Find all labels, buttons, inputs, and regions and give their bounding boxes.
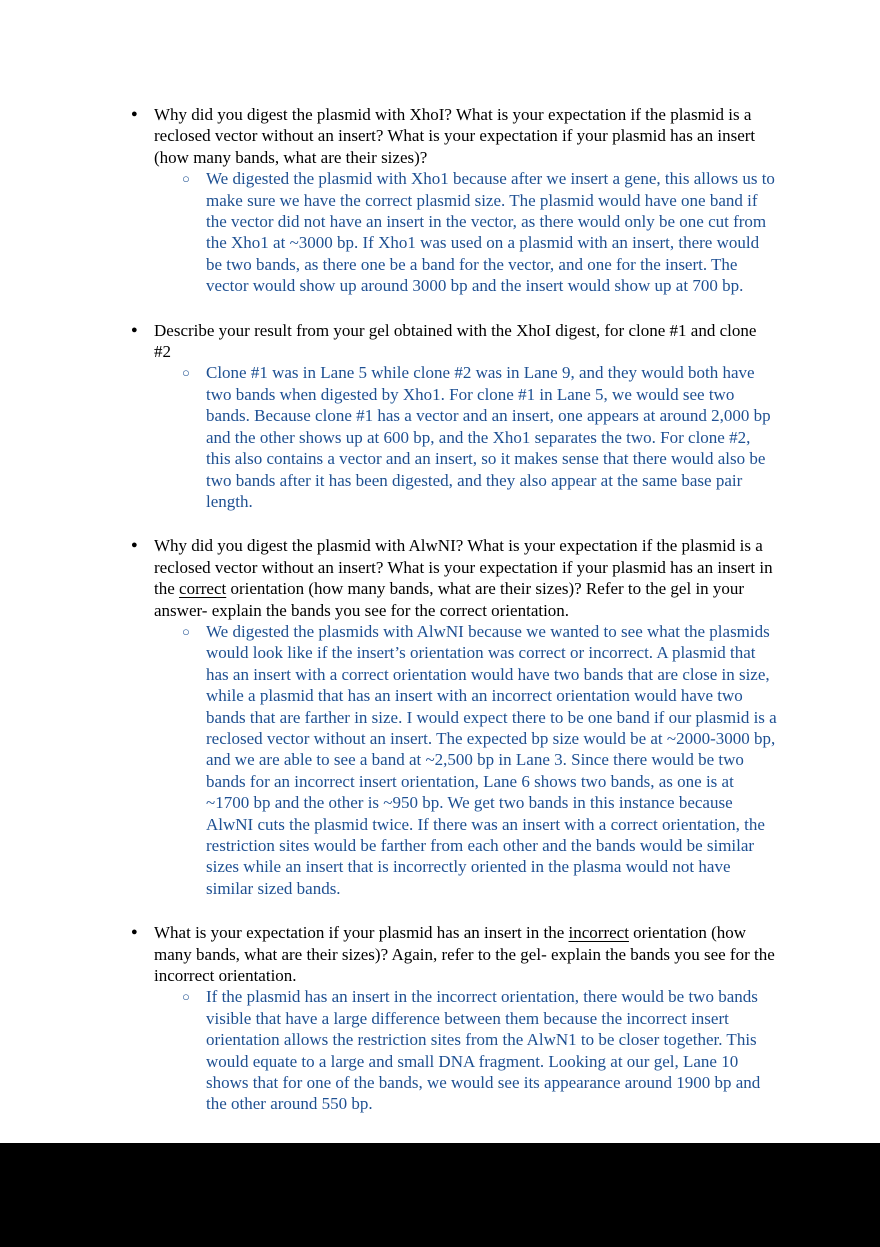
answer-item [103,986,777,1114]
circle-bullet-icon: ○ [182,171,190,187]
question-segment: What is your expectation if your plasmid has an insert in the [154,923,569,943]
qa-section [103,922,777,1115]
answer-item [103,168,777,296]
question-text [154,922,777,986]
page-end-black-area [0,1143,880,1247]
answer-text: We digested the plasmids with AlwNI because we wanted to see what the plasmids would look like if the insert’s orientation was correct or incorrect. A plasmid that has an insert with a correct orientation would have two bands that are close in size, while a plasmid that has an insert with an incorrect orientation would have two bands that are farther in size. I would expect there to be one band if our plasmid is a reclosed vector without an insert. The expected bp size would be at ~2000-3000 bp, and we are able to see a band at ~2,500 bp in Lane 3. Since there would be two bands for an incorrect insert orientation, Lane 6 shows two bands, as one is at ~1700 bp and the other is ~950 bp. We get two bands in this instance because AlwNI cuts the plasmid twice. If there was an insert with a correct orientation, the restriction sites would be farther from each other and the bands would be similar sizes while an insert that is incorrectly oriented in the plasma would not have similar sized bands. [206,621,777,898]
circle-bullet-icon: ○ [182,623,190,639]
answer-text: Clone #1 was in Lane 5 while clone #2 was in Lane 9, and they would both have two bands when digested by Xho1. For clone #1 in Lane 5, we would see two bands. Because clone #1 has a vector and an insert, one appears at around 2,000 bp and the other shows up at 600 bp, and the Xho1 separates the two. For clone #2, this also contains a vector and an insert, so it makes sense that there would also be two bands after it has been digested, and they also appear at the same base pair length. [206,363,771,511]
answer-item [103,362,777,512]
bullet-icon: ● [131,108,138,120]
bullet-icon: ● [131,539,138,552]
question-item [103,535,777,621]
answer-text: We digested the plasmid with Xho1 because after we insert a gene, this allows us to make sure we have the correct plasmid size. The plasmid would have one band if the vector did not have an insert in the vector, as there would only be one cut from the Xho1 at ~3000 bp. If Xho1 was used on a plasmid with an insert, there would be two bands, as there one be a band for the vector, and one for the insert. The vector would show up around 3000 bp and the insert would show up at 700 bp. [206,169,775,296]
question-item [103,104,777,168]
circle-bullet-icon: ○ [182,365,190,381]
qa-section [103,320,777,513]
question-segment-underlined: incorrect [568,923,629,943]
answer-text: If the plasmid has an insert in the incorrect orientation, there would be two bands visible that have a large difference between them because the incorrect insert orientation allows the restriction sites from the AlwN1 to be closer together. This would equate to a large and small DNA fragment. Looking at our gel, Lane 10 shows that for one of the bands, we would see its appearance around 1900 bp and the other around 550 bp. [206,987,761,1114]
bullet-icon: ● [131,926,138,939]
question-segment: orientation (how many bands, what are their sizes)? Refer to the gel in your answer- explain the bands you see for the correct orientation. [154,579,745,620]
question-text: Why did you digest the plasmid with XhoI? What is your expectation if the plasmid is a reclosed vector without an insert? What is your expectation if your plasmid has an insert (how many bands, what are their sizes)? [154,105,756,167]
question-text: Describe your result from your gel obtained with the XhoI digest, for clone #1 and clone #2 [154,320,757,362]
question-segment: orientation (how many bands, what are their sizes)? Again, refer to the gel- explain the bands you see for the incorrect orientation. [154,923,775,986]
question-segment-underlined: correct [179,579,227,599]
bullet-icon: ● [131,323,138,336]
qa-section [103,535,777,899]
circle-bullet-icon: ○ [182,989,190,1005]
question-item [103,922,777,986]
question-item [103,320,777,363]
answer-item [103,621,777,899]
question-text [154,535,777,621]
question-segment: Why did you digest the plasmid with AlwNI? What is your expectation if the plasmid is a reclosed vector without an insert? What is your expectation if your plasmid has an insert in the [154,536,773,599]
qa-section [103,104,777,297]
